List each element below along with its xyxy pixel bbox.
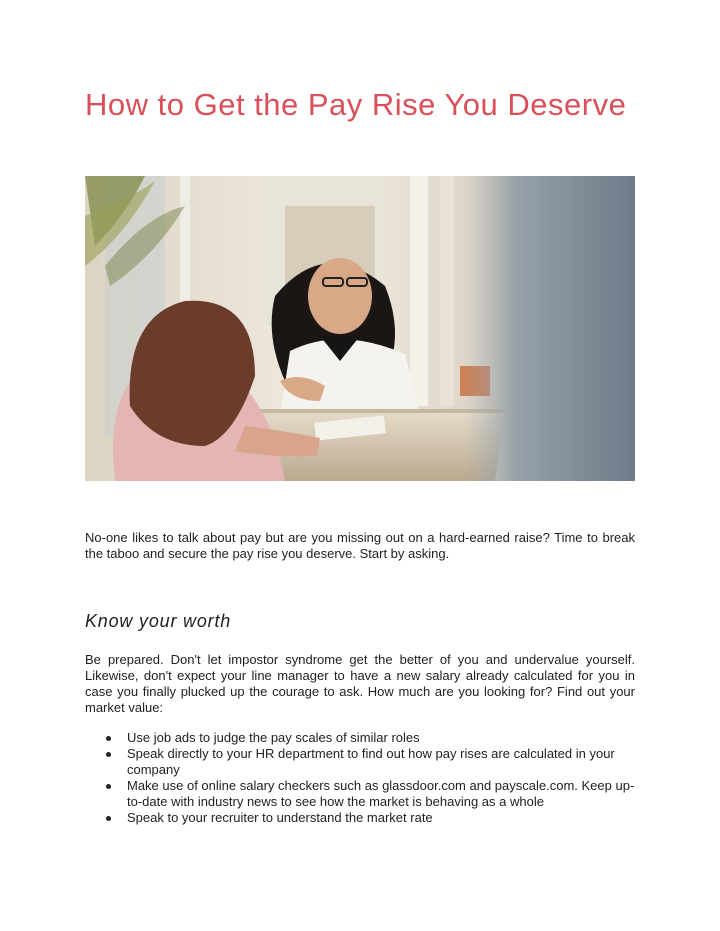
- section-paragraph: Be prepared. Don't let impostor syndrome get the better of you and undervalue yourself. Likewise, don't expect your line manager to have a new salary already calculated for you in case you finally plucked up the courage to ask. How much are you looking for? Find out your market value:: [85, 652, 635, 715]
- bullet-icon: [106, 736, 111, 741]
- list-item: [85, 778, 635, 810]
- section-heading: Know your worth: [85, 611, 232, 631]
- list-item-text: Make use of online salary checkers such as glassdoor.com and payscale.com. Keep up-to-date with industry news to see how the market is behaving as a whole: [127, 778, 635, 809]
- bullet-icon: [106, 752, 111, 757]
- hero-image: [85, 176, 635, 481]
- list-item: [85, 730, 635, 746]
- bullet-icon: [106, 816, 111, 821]
- list-item-text: Use job ads to judge the pay scales of similar roles: [127, 730, 420, 745]
- list-item: [85, 810, 635, 826]
- intro-paragraph: No-one likes to talk about pay but are you missing out on a hard-earned raise? Time to break the taboo and secure the pay rise you deserve. Start by asking.: [85, 530, 635, 561]
- bullet-list: [85, 730, 635, 826]
- bullet-icon: [106, 784, 111, 789]
- list-item-text: Speak to your recruiter to understand the market rate: [127, 810, 433, 825]
- list-item-text: Speak directly to your HR department to find out how pay rises are calculated in your company: [127, 746, 615, 777]
- page-title: How to Get the Pay Rise You Deserve: [85, 87, 627, 122]
- list-item: [85, 746, 635, 778]
